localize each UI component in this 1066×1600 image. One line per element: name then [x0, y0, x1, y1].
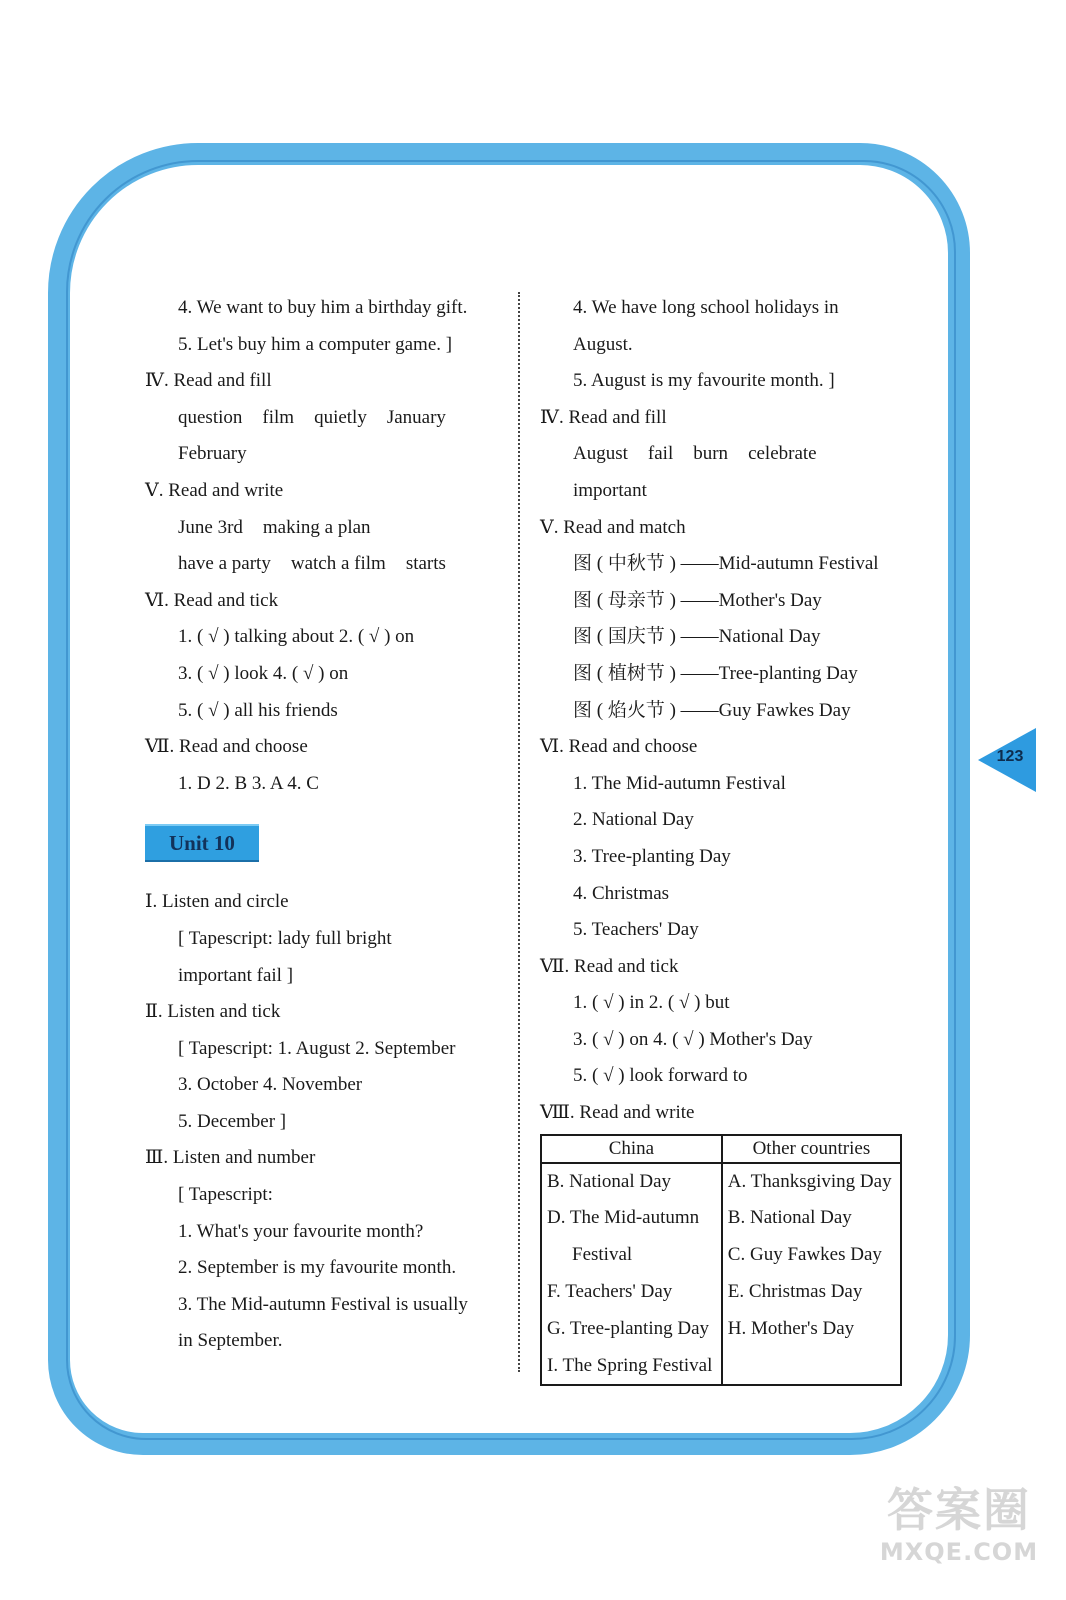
- answer-line: 2. September is my favourite month.: [178, 1257, 457, 1279]
- answer-line: 5. Let's buy him a computer game. ]: [178, 333, 453, 355]
- answer-line: [ Tapescript:: [178, 1184, 273, 1206]
- answer-line: [ Tapescript: lady full bright: [178, 927, 392, 949]
- column-divider: [518, 292, 520, 1372]
- answer-line: 4. Christmas: [573, 882, 670, 904]
- answer-line: 3. ( √ ) on 4. ( √ ) Mother's Day: [573, 1028, 813, 1050]
- answer-line: 3. Tree-planting Day: [573, 845, 731, 867]
- section-title: Ⅰ. Listen and circle: [145, 891, 289, 913]
- answer-line: 1. ( √ ) talking about 2. ( √ ) on: [178, 626, 415, 648]
- answer-line: [ Tapescript: 1. August 2. September: [178, 1037, 456, 1059]
- word-list: August fail burn celebrate: [573, 443, 817, 465]
- word-list: February: [178, 443, 247, 465]
- section-title: Ⅱ. Listen and tick: [145, 1001, 281, 1023]
- right-column: [540, 290, 910, 1386]
- answer-line: 3. ( √ ) look 4. ( √ ) on: [178, 662, 349, 684]
- section-title: Ⅵ. Read and choose: [540, 736, 698, 758]
- section-title: Ⅲ. Listen and number: [145, 1147, 316, 1169]
- table-header-other: Other countries: [722, 1135, 901, 1163]
- unit-badge: Unit 10: [145, 824, 259, 862]
- section-title: Ⅳ. Read and fill: [540, 406, 667, 428]
- answer-line: 2. National Day: [573, 809, 694, 831]
- answer-line: August.: [573, 333, 633, 355]
- section-title: Ⅴ. Read and write: [145, 479, 284, 501]
- answer-line: 1. The Mid-autumn Festival: [573, 772, 786, 794]
- china-cell: B. National Day D. The Mid-autumn Festival F. Teachers' Day G. Tree-planting Day I. The Spring Festival: [541, 1163, 722, 1386]
- section-title: Ⅳ. Read and fill: [145, 370, 272, 392]
- match-line: 图 ( 焰火节 ) ——Guy Fawkes Day: [573, 699, 851, 721]
- answer-line: 3. October 4. November: [178, 1074, 363, 1096]
- section-title: Ⅶ. Read and choose: [145, 736, 308, 758]
- answer-line: 1. What's your favourite month?: [178, 1220, 424, 1242]
- section-title: Ⅷ. Read and write: [540, 1102, 695, 1124]
- answer-line: 1. ( √ ) in 2. ( √ ) but: [573, 992, 730, 1014]
- match-line: 图 ( 中秋节 ) ——Mid-autumn Festival: [573, 553, 879, 575]
- answer-line: 4. We have long school holidays in: [573, 297, 839, 318]
- answer-line: 5. ( √ ) all his friends: [178, 699, 338, 721]
- match-line: 图 ( 国庆节 ) ——National Day: [573, 626, 821, 648]
- section-title: Ⅴ. Read and match: [540, 516, 686, 538]
- answer-line: 5. Teachers' Day: [573, 919, 699, 941]
- match-line: 图 ( 母亲节 ) ——Mother's Day: [573, 589, 822, 611]
- section-title: Ⅵ. Read and tick: [145, 589, 279, 611]
- answer-line: 3. The Mid-autumn Festival is usually: [178, 1293, 468, 1315]
- word-list: question film quietly January: [178, 406, 446, 428]
- answer-line: 5. December ]: [178, 1110, 287, 1132]
- left-column: [145, 290, 510, 1360]
- table-header-china: China: [541, 1135, 722, 1163]
- word-list: important: [573, 479, 647, 501]
- answer-line: in September.: [178, 1330, 283, 1352]
- section-title: Ⅶ. Read and tick: [540, 955, 679, 977]
- answer-line: 1. D 2. B 3. A 4. C: [178, 772, 319, 794]
- answer-table: [540, 1134, 902, 1387]
- answer-line: 5. ( √ ) look forward to: [573, 1065, 748, 1087]
- match-line: 图 ( 植树节 ) ——Tree-planting Day: [573, 662, 858, 684]
- watermark: 答案圈 MXQE.COM: [879, 1483, 1039, 1566]
- other-cell: A. Thanksgiving Day B. National Day C. Guy Fawkes Day E. Christmas Day H. Mother's Day: [722, 1163, 901, 1386]
- answer-line: important fail ]: [178, 964, 294, 986]
- word-list: have a party watch a film starts: [178, 553, 446, 575]
- answer-line: 5. August is my favourite month. ]: [573, 370, 835, 392]
- answer-line: 4. We want to buy him a birthday gift.: [178, 297, 468, 318]
- word-list: June 3rd making a plan: [178, 516, 371, 538]
- page-number: 123: [996, 748, 1024, 765]
